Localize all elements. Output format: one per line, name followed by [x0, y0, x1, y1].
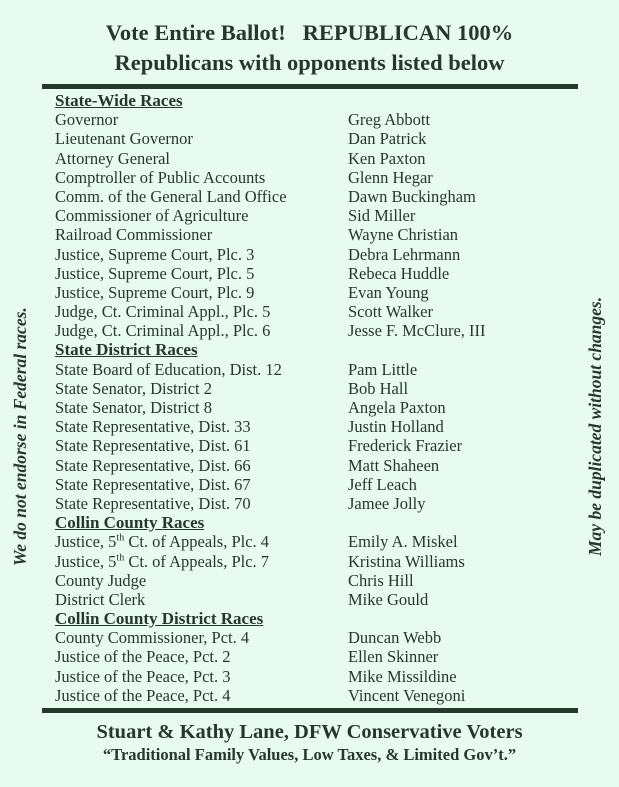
candidate-name: Ken Paxton: [348, 148, 426, 168]
candidate-name: Chris Hill: [348, 570, 414, 590]
ballot-row: [55, 110, 585, 129]
candidate-name: Greg Abbott: [348, 110, 431, 130]
race-name: Justice of the Peace, Pct. 2: [55, 647, 231, 667]
candidate-name: Mike Gould: [348, 589, 429, 609]
candidate-name: Mike Missildine: [348, 666, 457, 686]
race-name: Commissioner of Agriculture: [55, 206, 249, 226]
header: [0, 18, 619, 78]
race-name: County Judge: [55, 570, 147, 590]
ballot-row: [55, 283, 585, 302]
candidate-name: Frederick Frazier: [348, 436, 463, 456]
ballot-row: [55, 91, 585, 110]
candidate-name: Pam Little: [348, 359, 418, 379]
footer: [0, 719, 619, 765]
candidate-name: Scott Walker: [348, 302, 433, 322]
candidate-name: Debra Lehrmann: [348, 244, 461, 264]
candidate-name: Glenn Hegar: [348, 167, 433, 187]
race-name: Justice, Supreme Court, Plc. 3: [55, 244, 255, 264]
ballot-row: [55, 129, 585, 148]
candidate-name: Justin Holland: [348, 417, 444, 437]
candidate-name: Vincent Venegoni: [348, 685, 466, 705]
ballot-row: [55, 667, 585, 686]
candidate-name: Dan Patrick: [348, 129, 427, 149]
race-name: State Representative, Dist. 66: [55, 455, 251, 475]
ballot-row: [55, 647, 585, 666]
top-rule: [42, 84, 578, 89]
footer-sponsor: Stuart & Kathy Lane, DFW Conservative Voters: [96, 721, 523, 743]
candidate-name: Matt Shaheen: [348, 455, 440, 475]
ballot-row: [55, 686, 585, 705]
ballot-row: [55, 149, 585, 168]
bottom-rule: [42, 708, 578, 713]
race-name: State Senator, District 2: [55, 378, 212, 398]
candidate-name: Bob Hall: [348, 378, 409, 398]
section-header: State District Races: [55, 340, 198, 360]
section-header: Collin County Races: [55, 513, 205, 533]
race-name: Lieutenant Governor: [55, 129, 193, 149]
ballot-row: [55, 206, 585, 225]
race-name: State Senator, District 8: [55, 398, 212, 417]
ballot-row: [55, 417, 585, 436]
candidate-name: Kristina Williams: [348, 551, 465, 571]
race-name: Railroad Commissioner: [55, 225, 213, 245]
left-margin-note: We do not endorse in Federal races.: [10, 307, 30, 566]
title-line-1: Vote Entire Ballot! REPUBLICAN 100%: [105, 20, 514, 45]
ballot-row: [55, 609, 585, 628]
race-name: State Representative, Dist. 70: [55, 493, 251, 513]
section-header: Collin County District Races: [55, 609, 264, 629]
ballot-row: [55, 628, 585, 647]
ballot-row: [55, 321, 585, 340]
candidate-name: Rebeca Huddle: [348, 263, 450, 283]
ballot-row: [55, 571, 585, 590]
ballot-row: [55, 513, 585, 532]
race-name: Justice, 5th Ct. of Appeals, Plc. 4: [55, 532, 270, 552]
race-name: Judge, Ct. Criminal Appl., Plc. 5: [55, 302, 271, 322]
race-name: Governor: [55, 110, 119, 130]
ballot-row: [55, 494, 585, 513]
candidate-name: Dawn Buckingham: [348, 186, 476, 206]
race-name: State Representative, Dist. 33: [55, 417, 251, 437]
ballot-row: [55, 360, 585, 379]
race-name: Justice of the Peace, Pct. 4: [55, 685, 231, 705]
candidate-name: Evan Young: [348, 282, 429, 302]
ballot-row: [55, 340, 585, 359]
candidate-name: Emily A. Miskel: [348, 532, 458, 552]
race-name: State Board of Education, Dist. 12: [55, 359, 282, 379]
ballot-row: [55, 398, 585, 417]
ballot-row: [55, 225, 585, 244]
race-name: Justice of the Peace, Pct. 3: [55, 666, 231, 686]
candidate-name: Sid Miller: [348, 206, 416, 226]
ballot-row: [55, 379, 585, 398]
ballot-row: [55, 532, 585, 551]
race-name: Judge, Ct. Criminal Appl., Plc. 6: [55, 321, 271, 341]
footer-slogan: “Traditional Family Values, Low Taxes, & Limited Gov’t.”: [102, 745, 517, 764]
title-line-2: Republicans with opponents listed below: [114, 50, 505, 75]
race-name: County Commissioner, Pct. 4: [55, 628, 250, 648]
ballot-row: [55, 436, 585, 455]
candidate-name: Ellen Skinner: [348, 647, 439, 667]
candidate-name: Angela Paxton: [348, 398, 446, 417]
race-name: District Clerk: [55, 589, 146, 609]
candidate-name: Jesse F. McClure, III: [348, 321, 486, 341]
ballot-row: [55, 552, 585, 571]
ballot-row: [55, 245, 585, 264]
race-name: State Representative, Dist. 67: [55, 474, 251, 494]
candidate-name: Jeff Leach: [348, 474, 417, 494]
candidate-name: Wayne Christian: [348, 225, 459, 245]
candidate-name: Duncan Webb: [348, 628, 442, 648]
ballot-row: [55, 264, 585, 283]
race-name: State Representative, Dist. 61: [55, 436, 251, 456]
race-name: Comm. of the General Land Office: [55, 186, 287, 206]
race-name: Justice, Supreme Court, Plc. 5: [55, 263, 255, 283]
race-name: Justice, 5th Ct. of Appeals, Plc. 7: [55, 551, 270, 571]
section-header: State-Wide Races: [55, 91, 183, 110]
right-margin-note: May be duplicated without changes.: [585, 296, 605, 556]
races-list: [55, 91, 585, 705]
ballot-row: [55, 168, 585, 187]
race-name: Comptroller of Public Accounts: [55, 167, 266, 187]
ballot-row: [55, 302, 585, 321]
race-name: Attorney General: [55, 148, 170, 168]
ballot-row: [55, 475, 585, 494]
race-name: Justice, Supreme Court, Plc. 9: [55, 282, 255, 302]
ballot-row: [55, 590, 585, 609]
ballot-row: [55, 187, 585, 206]
candidate-name: Jamee Jolly: [348, 493, 426, 513]
ballot-row: [55, 456, 585, 475]
